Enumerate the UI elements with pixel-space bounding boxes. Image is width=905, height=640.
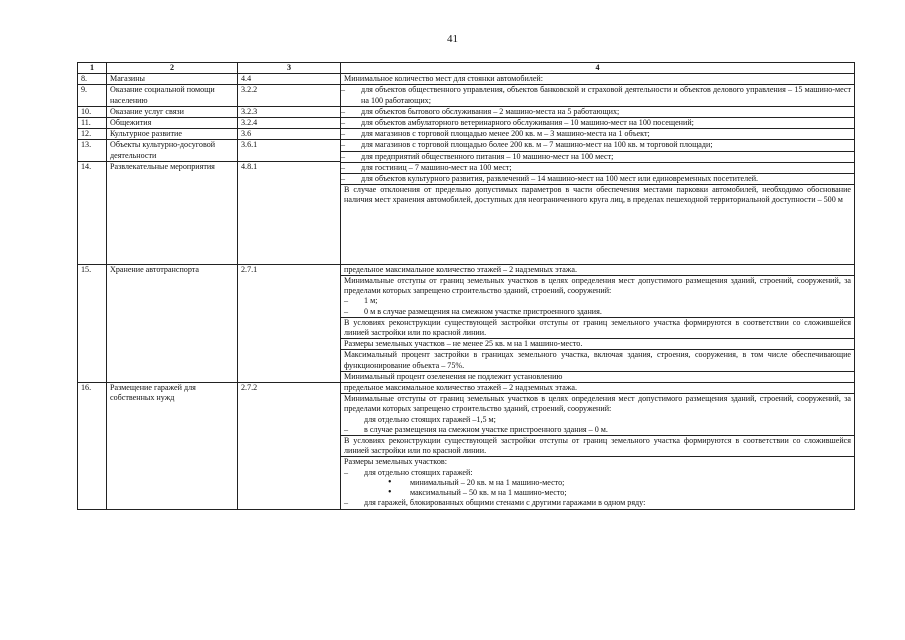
row-number: 10. [78,106,107,117]
regulations-table [77,62,855,510]
use-name: Объекты культурно-досуговой деятельности [107,140,238,161]
use-code: 3.6.1 [238,140,341,161]
min-greening: Минимальный процент озеленения не подлежит установлению [344,371,563,381]
table-row [78,264,855,382]
row-number: 9. [78,85,107,106]
parking-item: – для объектов общественного управления, объектов банковской и страховой деятельности и объектов делового управления – 15 машино-мест на 100 работающих; [341,85,854,106]
min-setbacks [341,394,854,436]
table-row [78,383,855,509]
parking-item: – для объектов культурного развития, развлечений – 14 машино-мест на 100 мест или единовременных посетителей. [341,174,854,185]
plot-size-bullet: • максимальный – 50 кв. м на 1 машино-место; [344,488,851,498]
use-code: 3.6 [238,129,341,140]
setback-item: для отдельно стоящих гаражей –1,5 м; [364,414,496,424]
max-coverage: Максимальный процент застройки в границах земельного участка, включая здания, строения, сооружения, в том числе обеспечивающие функционирование объекта – 75%. [341,350,854,371]
use-name: Культурное развитие [107,129,238,140]
use-name: Магазины [107,74,238,85]
row-number: 12. [78,129,107,140]
use-name: Оказание услуг связи [107,106,238,117]
use-name: Общежития [107,118,238,129]
parking-item: – для предприятий общественного питания – 10 машино-мест на 100 мест; [341,152,854,163]
plot-sizes [341,457,854,508]
reconstruction-note: В условиях реконструкции существующей застройки отступы от границ земельного участка формируются в соответствии со сложившейся линией застройки или по красной линии. [341,436,854,457]
parking-item: – для гостиниц – 7 машино-мест на 100 мест; [341,163,854,174]
row-number: 11. [78,118,107,129]
max-floors: предельное максимальное количество этажей – 2 надземных этажа. [341,383,854,394]
page-number: 41 [447,33,458,45]
parking-item: – для магазинов с торговой площадью менее 200 кв. м – 3 машино-места на 1 объект; [341,129,854,140]
use-name: Развлекательные мероприятия [107,161,238,264]
plot-sizes: Размеры земельных участков – не менее 25 кв. м на 1 машино-место. [341,339,854,350]
use-name: Размещение гаражей для собственных нужд [107,383,238,509]
max-floors: предельное максимальное количество этажей – 2 надземных этажа. [341,265,854,276]
row-number: 13. [78,140,107,161]
use-code: 2.7.1 [238,264,341,382]
use-name: Оказание социальной помощи населению [107,85,238,106]
header-col-1: 1 [78,63,107,74]
plot-size-bullet: • минимальный – 20 кв. м на 1 машино-место; [344,478,851,488]
header-col-4: 4 [341,63,855,74]
table-row [78,74,855,85]
use-code: 4.8.1 [238,161,341,264]
setbacks-text: Минимальные отступы от границ земельных участков в целях определения мест допустимого размещения зданий, строений, сооружений, за пределами которых запрещено строительство зданий, строений, сооружений: [344,394,851,414]
reconstruction-note: В условиях реконструкции существующей застройки отступы от границ земельного участка формируются в соответствии со сложившейся линией застройки или по красной линии. [341,318,854,339]
use-code: 3.2.4 [238,118,341,129]
min-setbacks [341,276,854,318]
row-number: 16. [78,383,107,509]
parking-intro: Минимальное количество мест для стоянки автомобилей: [341,74,854,85]
vehicle-storage-params [341,264,855,382]
row-number: 8. [78,74,107,85]
parking-note: В случае отклонения от предельно допустимых параметров в части обеспечения местами парковки автомобилей, необходимо обоснование наличия мест хранения автомобилей, доступных для неограниченного круга лиц, в пределах пешеходной территориальной доступности – 500 м [344,185,851,205]
setback-item: – 0 м в случае размещения на смежном участке пристроенного здания. [344,307,851,317]
parking-requirements-cell [341,74,855,265]
use-code: 4.4 [238,74,341,85]
setback-item: – 1 м; [344,296,851,306]
plot-size-item: – для гаражей, блокированных общими стенами с другими гаражами в одном ряду: [344,498,851,508]
row-number: 15. [78,264,107,382]
setbacks-text: Минимальные отступы от границ земельных участков в целях определения мест допустимого размещения зданий, строений, сооружений, за пределами которых запрещено строительство зданий, строений, сооружений: [344,276,851,296]
plot-sizes-title: Размеры земельных участков: [344,457,447,467]
header-col-3: 3 [238,63,341,74]
parking-item: – для магазинов с торговой площадью более 200 кв. м – 7 машино-мест на 100 кв. м торговой площади; [341,140,854,151]
row-number: 14. [78,161,107,264]
use-name: Хранение автотранспорта [107,264,238,382]
garage-params [341,383,855,509]
header-row [78,63,855,74]
use-code: 3.2.3 [238,106,341,117]
header-col-2: 2 [107,63,238,74]
use-code: 2.7.2 [238,383,341,509]
parking-item: – для объектов амбулаторного ветеринарного обслуживания – 10 машино-мест на 100 посещений; [341,118,854,129]
parking-item: – для объектов бытового обслуживания – 2 машино-места на 5 работающих; [341,107,854,118]
use-code: 3.2.2 [238,85,341,106]
plot-size-item: – для отдельно стоящих гаражей: [344,468,851,478]
setback-item: – в случае размещения на смежном участке пристроенного здания – 0 м. [344,425,851,435]
